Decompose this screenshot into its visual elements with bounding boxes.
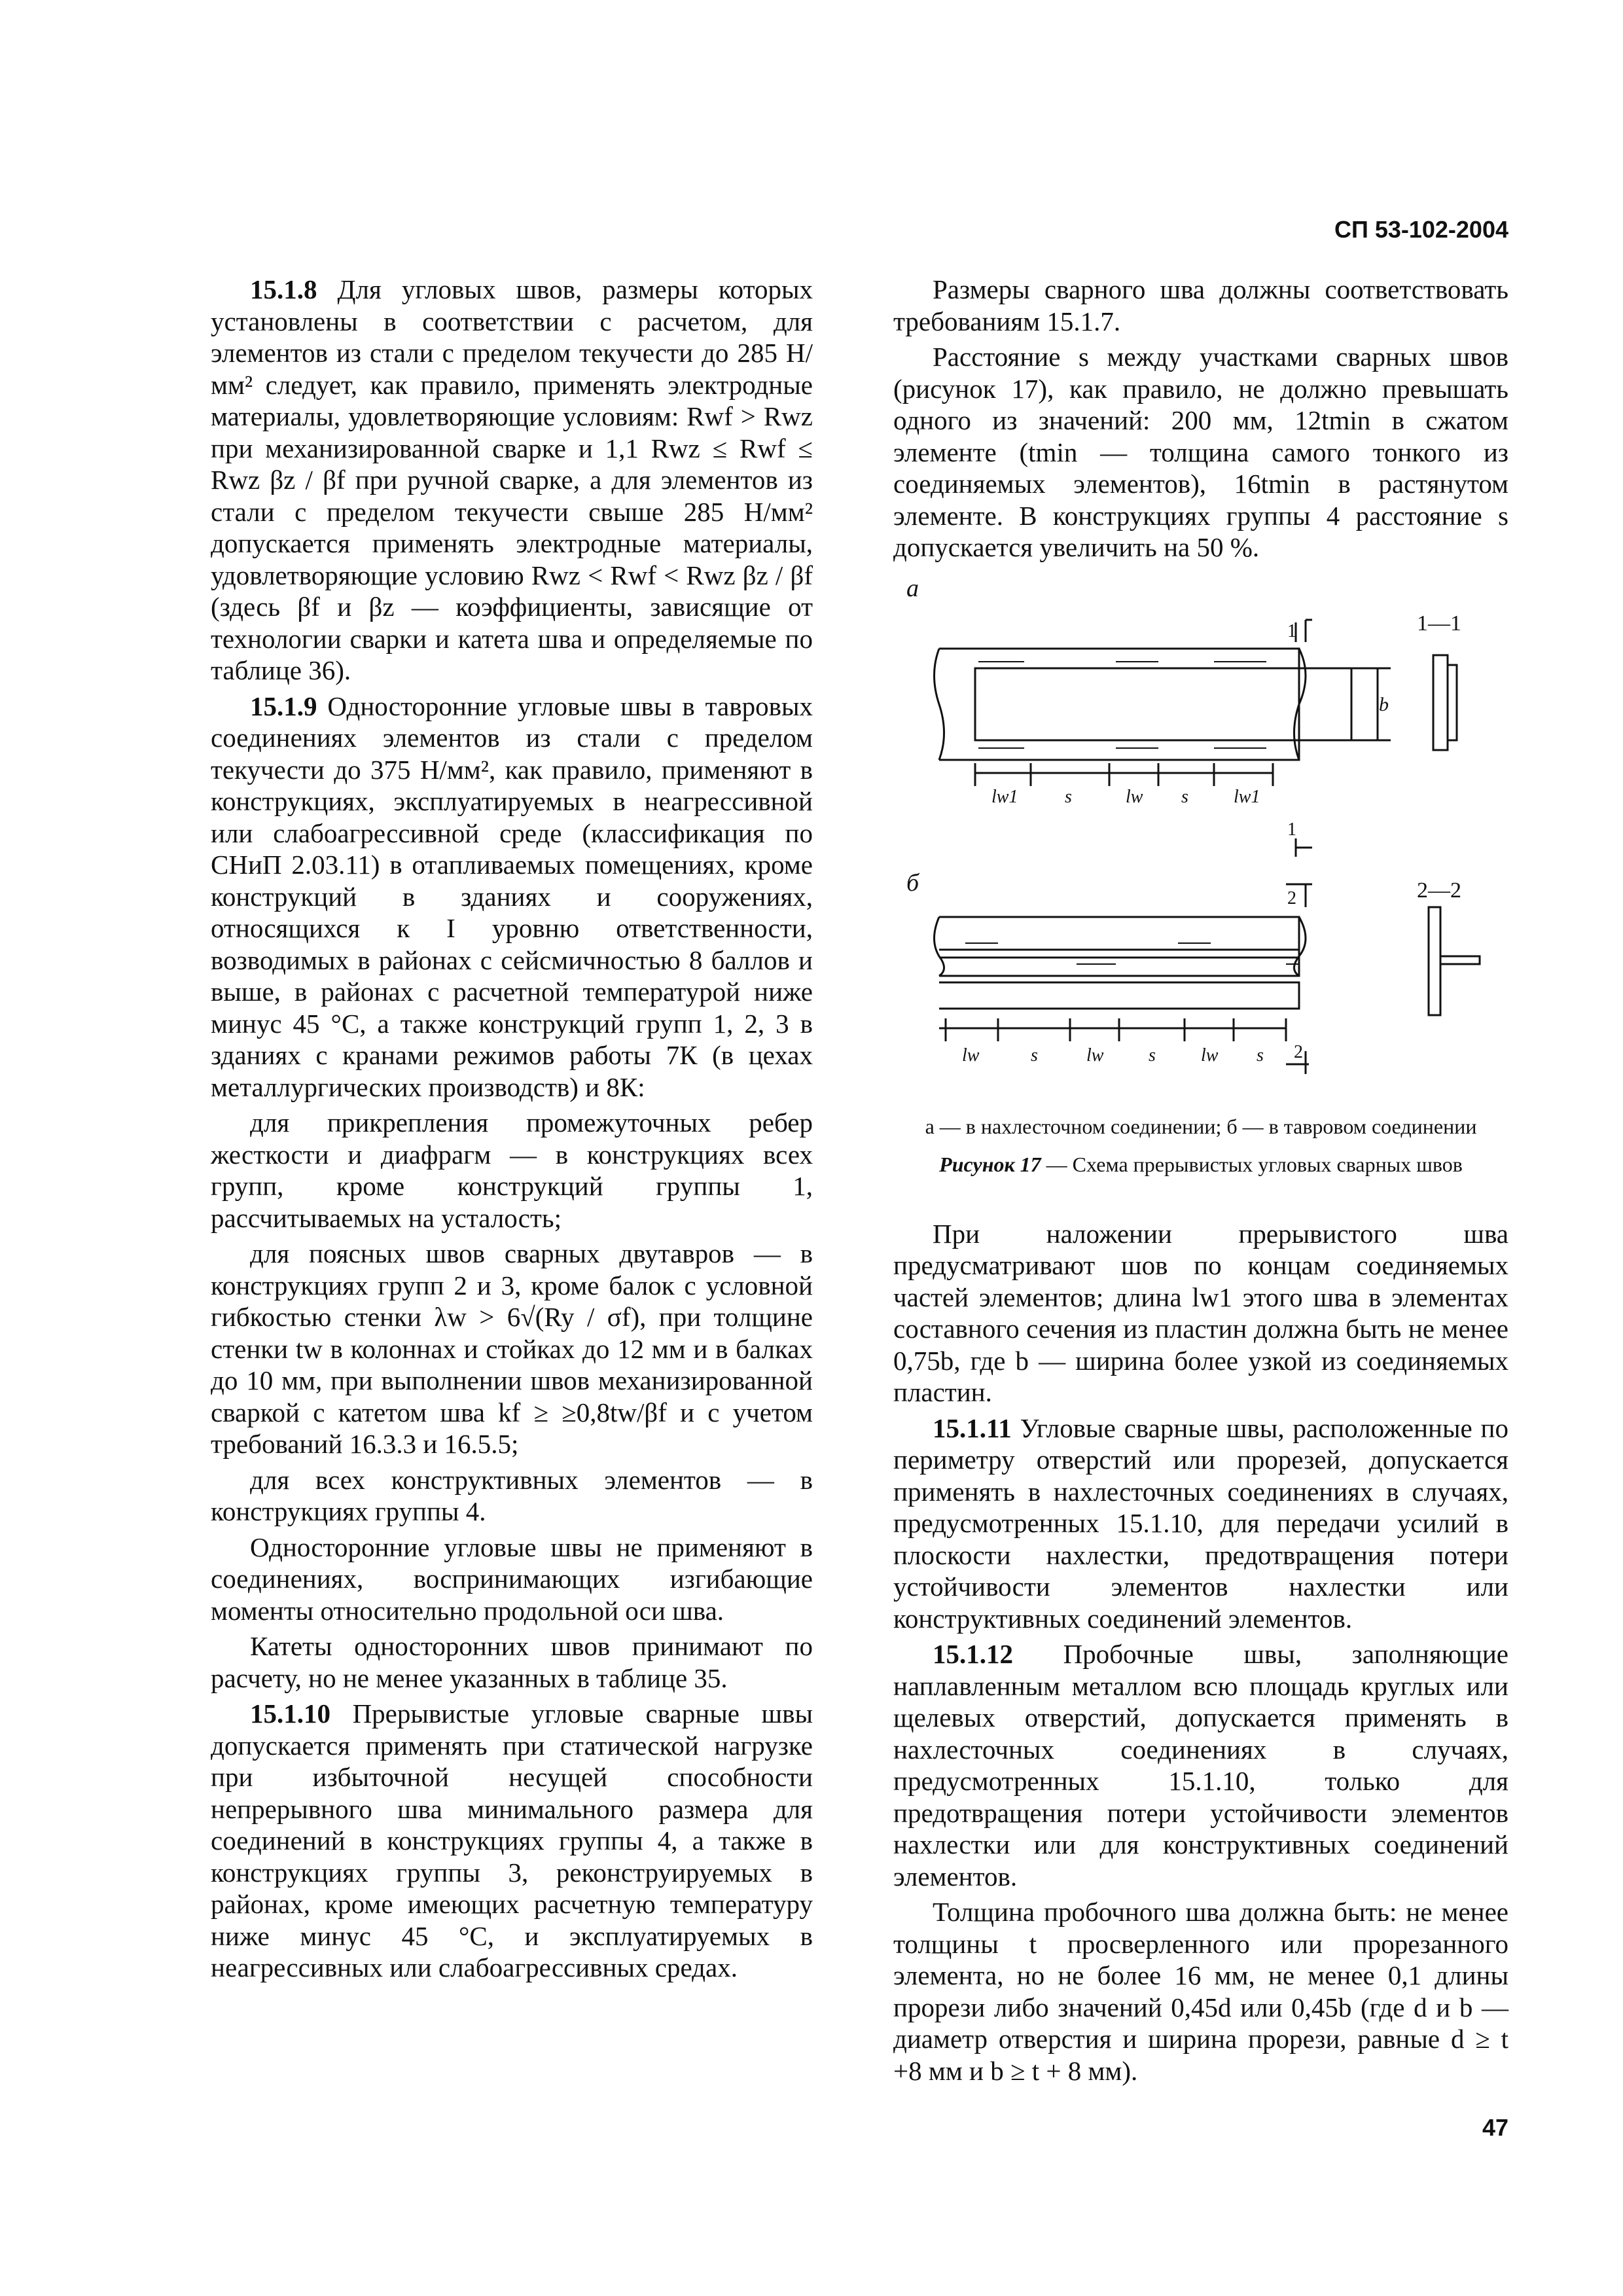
paragraph-15-1-12 — [893, 1638, 1508, 1892]
dim-lw1-right: lw1 — [1234, 786, 1260, 807]
dim-s-a2: s — [1181, 786, 1188, 807]
dim-s-a1: s — [1065, 786, 1072, 807]
mark-2-top: 2 — [1287, 888, 1296, 908]
paragraph-flange-welds: для поясных швов сварных двутавров — в конструкциях групп 2 и 3, кроме балок с условной гибкостью стенки λw > 6√(Ry / σf), при толщине стенки tw в колоннах и стойках до 12 мм и в балках до 10 мм, при выполнении швов механизированной сваркой с катетом шва kf ≥ ≥0,8tw/βf и с учетом требований 16.3.3 и 16.5.5; — [211, 1238, 813, 1459]
section-number: 15.1.11 — [933, 1412, 1012, 1443]
dim-lw-b3: lw — [1201, 1045, 1219, 1066]
right-column — [893, 274, 1508, 2090]
paragraph-stiffeners: для прикрепления промежуточных ребер жесткости и диафрагм — в конструкциях всех групп, кроме конструкций группы 1, рассчитываемых на усталость; — [211, 1107, 813, 1233]
label-b: б — [906, 869, 919, 897]
label-a: а — [906, 576, 919, 602]
dim-lw-a: lw — [1126, 786, 1143, 807]
figure-caption — [893, 1153, 1508, 1177]
paragraph-15-1-8 — [211, 274, 813, 687]
section-number: 15.1.12 — [933, 1639, 1013, 1669]
dim-b: b — [1379, 693, 1389, 715]
mark-2-bottom: 2 — [1294, 1041, 1303, 1062]
document-code: СП 53-102-2004 — [1334, 216, 1508, 243]
paragraph-group-4: для всех конструктивных элементов — в конструкциях группы 4. — [211, 1464, 813, 1526]
dim-lw1-left: lw1 — [991, 786, 1018, 807]
section-number: 15.1.10 — [250, 1698, 330, 1729]
dim-s-b2: s — [1149, 1045, 1156, 1066]
section-1-1-label: 1—1 — [1417, 611, 1461, 636]
dim-s-b1: s — [1031, 1045, 1038, 1066]
section-number: 15.1.8 — [250, 274, 317, 304]
left-column — [211, 274, 813, 1988]
section-2-2-label: 2—2 — [1417, 878, 1461, 903]
dim-s-b3: s — [1257, 1045, 1264, 1066]
paragraph-leg-size: Катеты односторонних швов принимают по расчету, но не менее указанных в таблице 35. — [211, 1631, 813, 1693]
paragraph-bending: Односторонние угловые швы не применяют в соединениях, воспринимающих изгибающие моменты относительно продольной оси шва. — [211, 1532, 813, 1626]
paragraph-text: Для угловых швов, размеры которых установлены в соответствии с расчетом, для элементов из стали с пределом текучести до 285 Н/мм² следует, как правило, применять электродные материалы, удовлетворяющие условиям: Rwf > Rwz при механизированной сварке и 1,1 Rwz ≤ Rwf ≤ Rwz βz / βf при ручной сварке, а для элементов из стали с пределом текучести свыше 285 Н/мм² допускается применять электродные материалы, удовлетворяющие условию Rwz < Rwf < Rwz βz / βf (здесь βf и βz — коэффициенты, зависящие от технологии сварки и катета шва и определяемые по таблице 36). — [211, 274, 813, 685]
section-number: 15.1.9 — [250, 691, 317, 721]
paragraph-text: Прерывистые угловые сварные швы допускается применять при статической нагрузке при избыточной несущей способности непрерывного шва минимального размера для соединений в конструкциях группы 4, а также в конструкциях группы 3, реконструируемых в районах, кроме имеющих расчетную температуру ниже минус 45 °С, и эксплуатируемых в неагрессивных или слабоагрессивных средах. — [211, 1698, 813, 1982]
mark-1-bottom: 1 — [1287, 819, 1296, 840]
page-number: 47 — [1482, 2114, 1508, 2141]
caption-text: — Схема прерывистых угловых сварных швов — [1046, 1152, 1463, 1176]
figure-17 — [893, 577, 1508, 1211]
paragraph-text: Односторонние угловые швы в тавровых соединениях элементов из стали с пределом текучести до 375 Н/мм², как правило, применяют в конструкциях, эксплуатируемых в неагрессивной или слабоагрессивной среде (классификация по СНиП 2.03.11) в отапливаемых помещениях, кроме конструкций в зданиях и сооружениях, относящихся к I уровню ответственности, возводимых в районах с сейсмичностью 8 баллов и выше, в районах с расчетной температурой ниже минус 45 °С, а также конструкций групп 1, 2, 3 в зданиях с кранами режимов работы 7К (в цехах металлургических производств) и 8К: — [211, 691, 813, 1102]
paragraph-text: Пробочные швы, заполняющие наплавленным металлом всю площадь круглых или щелевых отверстий, допускается применять в нахлесточных соединениях в случаях, предусмотренных 15.1.10, только для предотвращения потери устойчивости элементов нахлестки или для конструктивных соединений элементов. — [893, 1639, 1509, 1892]
mark-1-top: 1 — [1287, 620, 1296, 641]
paragraph-15-1-10 — [211, 1698, 813, 1984]
paragraph-distance-s: Расстояние s между участками сварных швов (рисунок 17), как правило, не должно превышать одного из значений: 200 мм, 12tmin в сжатом элементе (tmin — толщина самого тонкого из соединяемых элементов), 16tmin в растянутом элементе. В конструкциях группы 4 расстояние s допускается увеличить на 50 %. — [893, 342, 1509, 562]
paragraph-weld-size: Размеры сварного шва должны соответствовать требованиям 15.1.7. — [893, 274, 1508, 336]
paragraph-15-1-9 — [211, 691, 813, 1103]
weld-scheme-drawing — [893, 577, 1508, 1081]
paragraph-intermittent-ends: При наложении прерывистого шва предусматривают шов по концам соединяемых частей элементов; длина lw1 этого шва в элементах составного сечения из пластин должна быть не менее 0,75b, где b — ширина более узкой из соединяемых пластин. — [893, 1218, 1508, 1407]
figure-legend: а — в нахлесточном соединении; б — в тавровом соединении — [925, 1114, 1477, 1138]
dim-lw-b2: lw — [1086, 1045, 1104, 1066]
caption-label: Рисунок 17 — [939, 1152, 1041, 1176]
paragraph-15-1-11 — [893, 1412, 1508, 1635]
dim-lw-b1: lw — [962, 1045, 980, 1066]
paragraph-text: Угловые сварные швы, расположенные по периметру отверстий или прорезей, допускается применять в нахлесточных соединениях в случаях, предусмотренных 15.1.10, для передачи усилий в плоскости нахлестки, предотвращения потери устойчивости элементов нахлестки или конструктивных соединений элементов. — [893, 1412, 1509, 1634]
paragraph-plug-thickness: Толщина пробочного шва должна быть: не менее толщины t просверленного или прорезанного элемента, но не более 16 мм, не менее 0,1 длины прорези либо значений 0,45d или 0,45b (где d и b — диаметр отверстия и ширина прорези, равные d ≥ t +8 мм и b ≥ t + 8 мм). — [893, 1897, 1508, 2086]
